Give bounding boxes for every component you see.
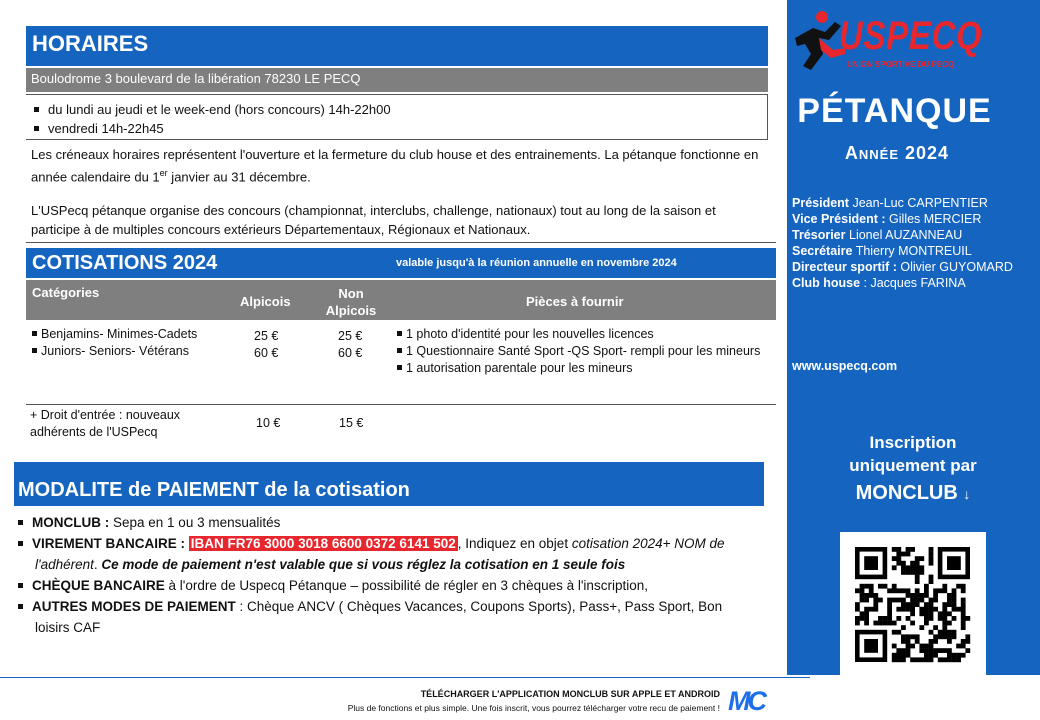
bullet-icon — [18, 604, 23, 609]
cotisations-validity: valable jusqu'à la réunion annuelle en novembre 2024 — [396, 257, 677, 269]
officer-vice-president: Vice Président : Gilles MERCIER — [792, 212, 982, 226]
iban-highlight: IBAN FR76 3000 3018 6600 0372 6141 502 — [190, 536, 456, 551]
row-alpicois: 25 € 60 € — [254, 329, 279, 360]
row-categories: Benjamins- Minimes-Cadets Juniors- Seniors- Vétérans — [32, 326, 197, 360]
bullet-icon — [397, 348, 402, 353]
hours-list — [34, 100, 767, 138]
bullet-icon — [32, 331, 37, 336]
panel-year: Année 2024 — [844, 143, 950, 163]
footer-line — [0, 677, 810, 678]
table-row — [26, 322, 776, 405]
right-panel — [787, 0, 1040, 675]
panel-title: PÉTANQUE — [797, 92, 992, 130]
inscription-block: Inscription uniquement par MONCLUB ↓ — [849, 433, 977, 504]
inscription-monclub: MONCLUB — [855, 482, 958, 504]
row-pieces: 1 photo d'identité pour les nouvelles licences 1 Questionnaire Santé Sport -QS Sport- rempli pour les mineurs 1 autorisation parentale pour les mineurs — [397, 326, 767, 377]
row2-non-alpicois: 15 € — [339, 416, 364, 430]
bullet-icon — [397, 331, 402, 336]
list-item: CHÈQUE BANCAIRE à l'ordre de Uspecq Pétanque – possibilité de régler en 3 chèques à l'inscription, — [18, 575, 768, 596]
arrow-down-icon: ↓ — [963, 486, 971, 502]
officer-directeur-sportif: Directeur sportif : Olivier GUYOMARD — [792, 260, 1013, 274]
qr-code[interactable] — [840, 532, 986, 678]
paiement-title: MODALITE de PAIEMENT de la cotisation — [18, 479, 410, 501]
hours-box — [26, 94, 768, 140]
address-bar — [26, 68, 768, 92]
paiement-header — [14, 462, 764, 506]
logo-main: USPECQ — [839, 14, 983, 58]
horaires-header — [26, 26, 768, 66]
bullet-icon — [34, 126, 39, 131]
paiement-list — [18, 512, 768, 638]
list-item: vendredi 14h-22h45 — [34, 119, 767, 138]
uspecq-logo — [789, 8, 1009, 83]
cotisations-table-header — [26, 280, 776, 320]
header-categories: Catégories — [32, 285, 100, 300]
bullet-icon — [18, 520, 23, 525]
footer-title: TÉLÉCHARGER L'APPLICATION MONCLUB SUR APPLE ET ANDROID — [420, 689, 720, 699]
horaires-paragraph-2: L'USPecq pétanque organise des concours (championnat, interclubs, challenge, nationaux) tout au long de la saison et participe à de multiples concours extérieurs Départementaux, Régionaux et Nationaux. — [31, 203, 716, 237]
officer-club-house: Club house : Jacques FARINA — [792, 276, 966, 290]
header-pieces: Pièces à fournir — [526, 294, 624, 309]
list-item: AUTRES MODES DE PAIEMENT : Chèque ANCV ( Chèques Vacances, Coupons Sports), Pass+, Pass Sport, Bon loisirs CAF — [18, 596, 755, 638]
bullet-icon — [18, 583, 23, 588]
website-link[interactable]: www.uspecq.com — [792, 359, 898, 373]
address-text: Boulodrome 3 boulevard de la libération 78230 LE PECQ — [31, 71, 361, 86]
row2-alpicois: 10 € — [256, 416, 281, 430]
row-non-alpicois: 25 € 60 € — [338, 329, 363, 360]
monclub-logo: MC — [728, 686, 764, 716]
list-item: du lundi au jeudi et le week-end (hors concours) 14h-22h00 — [34, 100, 767, 119]
bullet-icon — [397, 365, 402, 370]
horaires-title: HORAIRES — [32, 31, 149, 56]
bullet-icon — [34, 107, 39, 112]
row-droit-entree: + Droit d'entrée : nouveaux adhérents de l'USPecq — [30, 408, 181, 439]
horaires-paragraph-1: Les créneaux horaires représentent l'ouverture et la fermeture du club house et des entrainements. La pétanque fonctionne en année calendaire du 1er janvier au 31 décembre. — [31, 147, 759, 185]
table-row — [26, 405, 776, 445]
officer-president: Président Jean-Luc CARPENTIER — [792, 196, 988, 210]
list-item: VIREMENT BANCAIRE : IBAN FR76 3000 3018 6600 0372 6141 502 , Indiquez en objet cotisation 2024+ NOM de l'adhérent. Ce mode de paiement n'est valable que si vous réglez la cotisation en 1 seule fois — [18, 533, 768, 575]
officer-tresorier: Trésorier Lionel AUZANNEAU — [792, 228, 963, 242]
officer-secretaire: Secrétaire Thierry MONTREUIL — [792, 244, 972, 258]
logo-sub: UNION SPORTIVE DU PECQ — [847, 60, 955, 69]
cotisations-title: COTISATIONS 2024 — [32, 252, 218, 274]
officers-list — [792, 195, 1013, 291]
header-non-alpicois: Non Alpicois — [325, 286, 377, 318]
divider — [26, 242, 776, 243]
bullet-icon — [32, 348, 37, 353]
qr-code-icon — [840, 532, 986, 678]
footer-subtitle: Plus de fonctions et plus simple. Une fois inscrit, vous pourrez télécharger votre recu de paiement ! — [347, 703, 720, 713]
header-alpicois: Alpicois — [240, 294, 291, 309]
list-item: MONCLUB : Sepa en 1 ou 3 mensualités — [18, 512, 768, 533]
cotisations-header — [26, 248, 776, 278]
bullet-icon — [18, 541, 23, 546]
